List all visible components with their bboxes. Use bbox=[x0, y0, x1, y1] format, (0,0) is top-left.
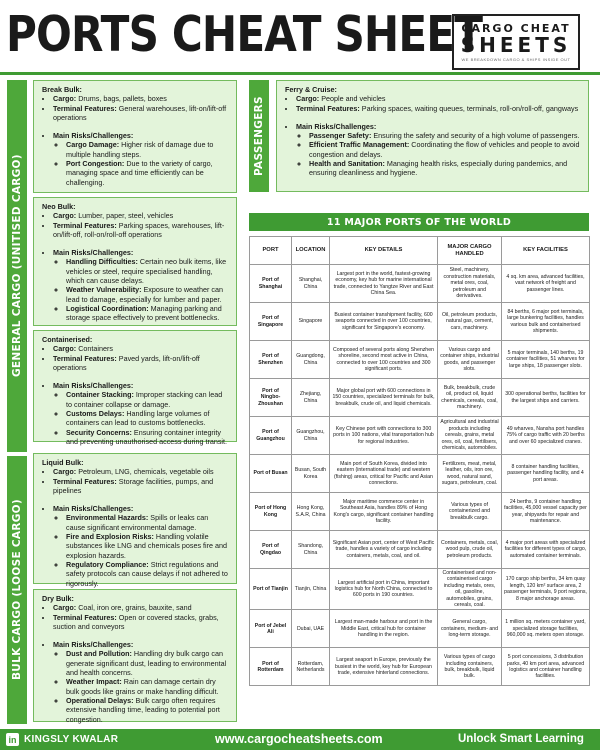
risk-item: ◦ Customs Delays: Handling large volumes of containers can lead to customs bottlenecks. bbox=[66, 409, 228, 428]
risk-item: ◦ Regulatory Compliance: Strict regulations and safety protocols can cause delays if not adhered to rigorously. bbox=[66, 560, 228, 588]
table-row bbox=[250, 303, 590, 341]
risk-item: ◦ Dust and Pollution: Handling dry bulk cargo can generate significant dust, leading to environmental and health concerns. bbox=[66, 649, 228, 677]
table-row bbox=[250, 493, 590, 531]
table-cell: 24 berths, 9 container handling facilities, 45,000 vessel capacity per year, shipyards for repair and maintenance. bbox=[502, 493, 590, 531]
table-cell: Composed of several ports along Shenzhen shoreline, second most active in China, connected to over 100 countries and 300 significant ports. bbox=[330, 341, 438, 379]
risk-item: ◦ Fire and Explosion Risks: Handling volatile substances like LNG and chemicals poses fire and explosion hazards. bbox=[66, 532, 228, 560]
risk-item: ◦ Logistical Coordination: Managing parking and storage space effectively to prevent bottlenecks. bbox=[66, 304, 228, 323]
website-link[interactable]: www.cargocheatsheets.com bbox=[215, 732, 383, 746]
column-header: KEY FACILITIES bbox=[502, 237, 590, 265]
column-header: KEY DETAILS bbox=[330, 237, 438, 265]
table-cell: Fertilizers, meat, metal, leather, oils, iron ore, wood, natural sand, sugars, petroleum, coal. bbox=[438, 455, 502, 493]
table-cell: Tianjin, China bbox=[292, 569, 330, 610]
box-title: Containerised: bbox=[42, 335, 93, 344]
table-cell: 84 berths, 6 major port terminals, large bunkering facilities, handles various bulk and containerised shipments. bbox=[502, 303, 590, 341]
risk-item: ◦ Security Concerns: Ensuring container integrity and preventing unauthorised access during transit. bbox=[66, 428, 228, 447]
table-cell: Main port of South Korea, divided into eastern (international trade) and western (fishing) areas, critical for Pacific and Asian connections. bbox=[330, 455, 438, 493]
table-cell: Port of Qingdao bbox=[250, 531, 292, 569]
table-cell: Port of Guangzhou bbox=[250, 417, 292, 455]
risk-item: ◦ Weather Impact: Rain can damage certain dry bulk goods like grains or make handling difficult. bbox=[66, 677, 228, 696]
risk-item: ◦ Operational Delays: Bulk cargo often requires extensive handling time, leading to potential port congestion. bbox=[66, 696, 228, 724]
cargo-item: • Cargo: Containers bbox=[53, 344, 228, 353]
table-row bbox=[250, 648, 590, 686]
table-cell: Port of Tianjin bbox=[250, 569, 292, 610]
terminal-item: • Terminal Features: Paved yards, lift-on/lift-off operations bbox=[53, 354, 228, 373]
table-cell: Port of Busan bbox=[250, 455, 292, 493]
table-cell: Largest port in the world, fastest-growing economy, key hub for marine international trade, connected to Yangtze River and East China Sea. bbox=[330, 265, 438, 303]
risk-item: ◦ Health and Sanitation: Managing health risks, especially during pandemics, and ensuring cleanliness and hygiene. bbox=[309, 159, 580, 178]
brand-logo[interactable] bbox=[452, 14, 580, 70]
table-cell: Containerised and non-containerised cargo including metals, ores, oil, gasoline, automobiles, grains, cereals, coal. bbox=[438, 569, 502, 610]
table-row bbox=[250, 265, 590, 303]
header-divider bbox=[0, 72, 600, 75]
table-cell: General cargo, containers, medium- and long-term storage. bbox=[438, 610, 502, 648]
box-title: Dry Bulk: bbox=[42, 594, 74, 603]
risk-item: ◦ Environmental Hazards: Spills or leaks can cause significant environmental damage. bbox=[66, 513, 228, 532]
table-header-row bbox=[250, 237, 590, 265]
box-title: Break Bulk: bbox=[42, 85, 82, 94]
liquid-bulk-box bbox=[33, 453, 237, 588]
risks-item: • Main Risks/Challenges: ◦ Passenger Safety: Ensuring the safety and security of a high volume of passengers. ◦ Efficient Traffic Management: Coordinating the flow of vehicles and people to avoid congestion and delays. ◦ Health and Sanitation: Managing health risks, especially during pandemics, and ensuring cleanliness and hygiene. bbox=[296, 122, 580, 178]
table-cell: 170 cargo ship berths, 34 km quay length, 120 km² surface area, 2 passenger terminals, 9 port regions, 8 major anchorage areas. bbox=[502, 569, 590, 610]
table-cell: Singapore bbox=[292, 303, 330, 341]
table-row bbox=[250, 341, 590, 379]
table-cell: Steel, machinery, construction materials, metal ores, coal, petroleum and derivatives. bbox=[438, 265, 502, 303]
box-title: Neo Bulk: bbox=[42, 202, 76, 211]
author-name: KINGSLY KWALAR bbox=[24, 734, 119, 745]
table-row bbox=[250, 417, 590, 455]
table-cell: Port of Hong Kong bbox=[250, 493, 292, 531]
risk-item: ◦ Port Congestion: Due to the variety of cargo, managing space and time efficiently can be challenging. bbox=[66, 159, 228, 187]
table-cell: Containers, metals, coal, wood pulp, crude oil, petroleum products. bbox=[438, 531, 502, 569]
logo-line-2: SHEETS bbox=[460, 33, 572, 57]
table-cell: Guangzhou, China bbox=[292, 417, 330, 455]
table-cell: Major global port with 600 connections in 150 countries, specialized terminals for bulk, breakbulk, crude oil, and liquid chemicals. bbox=[330, 379, 438, 417]
ports-table-title: 11 MAJOR PORTS OF THE WORLD bbox=[249, 213, 589, 231]
section-label-bulk-cargo: BULK CARGO (LOOSE CARGO) bbox=[7, 456, 27, 724]
table-cell: Oil, petroleum products, natural gas, cement, cars, machinery. bbox=[438, 303, 502, 341]
column-header: PORT bbox=[250, 237, 292, 265]
table-cell: Various cargo and container ships, industrial goods, and passenger slots. bbox=[438, 341, 502, 379]
terminal-item: • Terminal Features: Parking spaces, warehouses, lift-on/lift-off, roll-on/roll-off operations bbox=[53, 221, 228, 240]
logo-tagline: WE BREAKDOWN CARGO & SHIPS INSIDE OUT bbox=[461, 57, 571, 62]
table-cell: Port of Shenzhen bbox=[250, 341, 292, 379]
table-row bbox=[250, 531, 590, 569]
table-cell: Shanghai, China bbox=[292, 265, 330, 303]
table-cell: 1 million sq. meters container yard, specialized storage facilities, 960,000 sq. meters open storage. bbox=[502, 610, 590, 648]
risk-item: ◦ Weather Vulnerability: Exposure to weather can lead to damage, especially for lumber and paper. bbox=[66, 285, 228, 304]
table-cell: Various types of containerized and breakbulk cargo. bbox=[438, 493, 502, 531]
table-row bbox=[250, 455, 590, 493]
linkedin-icon[interactable]: in bbox=[6, 733, 19, 746]
cargo-item: • Cargo: Lumber, paper, steel, vehicles bbox=[53, 211, 228, 220]
risk-item: ◦ Cargo Damage: Higher risk of damage due to multiple handling steps. bbox=[66, 140, 228, 159]
table-cell: Busiest container transhipment facility, 600 seaports connected in over 100 countries, significant for Singapore's economy. bbox=[330, 303, 438, 341]
risk-item: ◦ Efficient Traffic Management: Coordinating the flow of vehicles and people to avoid congestion and delays. bbox=[309, 140, 580, 159]
table-row bbox=[250, 569, 590, 610]
section-label-general-cargo: GENERAL CARGO (UNITISED CARGO) bbox=[7, 80, 27, 452]
neo-bulk-box bbox=[33, 197, 237, 326]
dry-bulk-box bbox=[33, 589, 237, 722]
table-cell: 8 container handling facilities, passenger handling facility, and 4 port areas. bbox=[502, 455, 590, 493]
risk-item: ◦ Passenger Safety: Ensuring the safety and security of a high volume of passengers. bbox=[309, 131, 580, 140]
box-title: Liquid Bulk: bbox=[42, 458, 84, 467]
risks-item: • Main Risks/Challenges: ◦ Container Stacking: Improper stacking can lead to container collapse or damage. ◦ Customs Delays: Handling large volumes of containers can lead to customs bottlenecks. ◦ Security Concerns: Ensuring container integrity and preventing unauthorised access during transit. bbox=[53, 381, 228, 446]
table-cell: 4 sq. km area, advanced facilities, vast network of freight and passenger lines. bbox=[502, 265, 590, 303]
table-cell: Largest artificial port in China, important logistics hub for North China, connected to 600 ports in 190 countries. bbox=[330, 569, 438, 610]
table-cell: Hong Kong, S.A.R, China bbox=[292, 493, 330, 531]
table-cell: Port of Jebel Ali bbox=[250, 610, 292, 648]
box-title: Ferry & Cruise: bbox=[285, 85, 337, 94]
cargo-item: • Cargo: Petroleum, LNG, chemicals, vegetable oils bbox=[53, 467, 228, 476]
footer-bar bbox=[0, 729, 600, 750]
column-header: LOCATION bbox=[292, 237, 330, 265]
containerised-box bbox=[33, 330, 237, 446]
risks-item: • Main Risks/Challenges: ◦ Cargo Damage: Higher risk of damage due to multiple handling steps. ◦ Port Congestion: Due to the variety of cargo, managing space and time efficiently can be challenging. bbox=[53, 131, 228, 187]
page-title: PORTS CHEAT SHEET bbox=[6, 6, 483, 63]
table-cell: Largest man-made harbour and port in the Middle East, critical hub for container handling in the region. bbox=[330, 610, 438, 648]
risks-item: • Main Risks/Challenges: ◦ Environmental Hazards: Spills or leaks can cause significant environmental damage. ◦ Fire and Explosion Risks: Handling volatile substances like LNG and chemicals poses fire and explosion hazards. ◦ Regulatory Compliance: Strict regulations and safety protocols can cause delays if not adhered to rigorously. bbox=[53, 504, 228, 588]
table-cell: 49 wharves, Nansha port handles 75% of cargo traffic with 20 berths and over 60 specialized cranes. bbox=[502, 417, 590, 455]
table-cell: Largest seaport in Europe, previously the busiest in the world, key hub for European trade, extensive hinterland connections. bbox=[330, 648, 438, 686]
section-label-passengers: PASSENGERS bbox=[249, 80, 269, 192]
risks-item: • Main Risks/Challenges: ◦ Handling Difficulties: Certain neo bulk items, like vehicles or steel, require specialised handling, which can cause delays. ◦ Weather Vulnerability: Exposure to weather can lead to damage, especially for lumber and paper. ◦ Logistical Coordination: Managing parking and storage space effectively to prevent bottlenecks. bbox=[53, 248, 228, 322]
risks-item: • Main Risks/Challenges: ◦ Dust and Pollution: Handling dry bulk cargo can generate significant dust, leading to environmental and health concerns. ◦ Weather Impact: Rain can damage certain dry bulk goods like grains or make handling difficult. ◦ Operational Delays: Bulk cargo often requires extensive handling time, leading to potential port congestion. bbox=[53, 640, 228, 724]
cargo-item: • Cargo: Coal, iron ore, grains, bauxite, sand bbox=[53, 603, 228, 612]
table-cell: Agricultural and industrial products including cereals, grains, metal ores, oil, coal, fertilisers, chemicals, automobiles. bbox=[438, 417, 502, 455]
ports-table bbox=[249, 236, 590, 686]
terminal-item: • Terminal Features: Parking spaces, waiting queues, terminals, roll-on/roll-off, gangways bbox=[296, 104, 580, 113]
table-row bbox=[250, 610, 590, 648]
terminal-item: • Terminal Features: General warehouses, lift-on/lift-off operations bbox=[53, 104, 228, 123]
table-cell: Shandong, China bbox=[292, 531, 330, 569]
table-cell: Port of Rotterdam bbox=[250, 648, 292, 686]
table-cell: Port of Singapore bbox=[250, 303, 292, 341]
table-cell: Port of Shanghai bbox=[250, 265, 292, 303]
ferry-cruise-box bbox=[276, 80, 589, 192]
table-cell: Busan, South Korea bbox=[292, 455, 330, 493]
footer-tagline: Unlock Smart Learning bbox=[458, 733, 584, 745]
table-cell: Major maritime commerce center in Southeast Asia, handles 89% of Hong Kong's cargo, significant container handling facility. bbox=[330, 493, 438, 531]
logo-line-1: CARGO CHEAT bbox=[461, 22, 571, 35]
table-cell: Key Chinese port with connections to 300 ports in 100 nations, vital transportation hub for regional industries. bbox=[330, 417, 438, 455]
table-cell: Zhejiang, China bbox=[292, 379, 330, 417]
terminal-item: • Terminal Features: Open or covered stacks, grabs, suction and conveyors bbox=[53, 613, 228, 632]
table-cell: Significant Asian port, center of West Pacific trade, handles a variety of cargo including containers, metals, coal, and oil. bbox=[330, 531, 438, 569]
risk-item: ◦ Container Stacking: Improper stacking can lead to container collapse or damage. bbox=[66, 390, 228, 409]
table-row bbox=[250, 379, 590, 417]
break-bulk-box bbox=[33, 80, 237, 193]
cargo-item: • Cargo: Drums, bags, pallets, boxes bbox=[53, 94, 228, 103]
table-cell: Port of Ningbo-Zhoushan bbox=[250, 379, 292, 417]
cargo-item: • Cargo: People and vehicles bbox=[296, 94, 580, 103]
risk-item: ◦ Handling Difficulties: Certain neo bulk items, like vehicles or steel, require specialised handling, which can cause delays. bbox=[66, 257, 228, 285]
terminal-item: • Terminal Features: Storage facilities, pumps, and pipelines bbox=[53, 477, 228, 496]
table-cell: Bulk, breakbulk, crude oil, product oil, liquid chemicals, cereals, coal, machinery. bbox=[438, 379, 502, 417]
table-cell: Guangdong, China bbox=[292, 341, 330, 379]
column-header: MAJOR CARGO HANDLED bbox=[438, 237, 502, 265]
table-cell: 5 major terminals, 140 berths, 19 container facilities, 51 wharves for large ships, 18 passenger slots. bbox=[502, 341, 590, 379]
table-cell: 4 major port areas with specialized facilities for different types of cargo, automated container terminals. bbox=[502, 531, 590, 569]
table-cell: Rotterdam, Netherlands bbox=[292, 648, 330, 686]
table-cell: Various types of cargo including containers, bulk, breakbulk, liquid bulk. bbox=[438, 648, 502, 686]
table-cell: 5 port concessions, 3 distribution parks, 40 km port area, advanced logistics and container handling facilities. bbox=[502, 648, 590, 686]
table-cell: Dubai, UAE bbox=[292, 610, 330, 648]
table-cell: 300 operational berths, facilities for the largest ships and carriers. bbox=[502, 379, 590, 417]
